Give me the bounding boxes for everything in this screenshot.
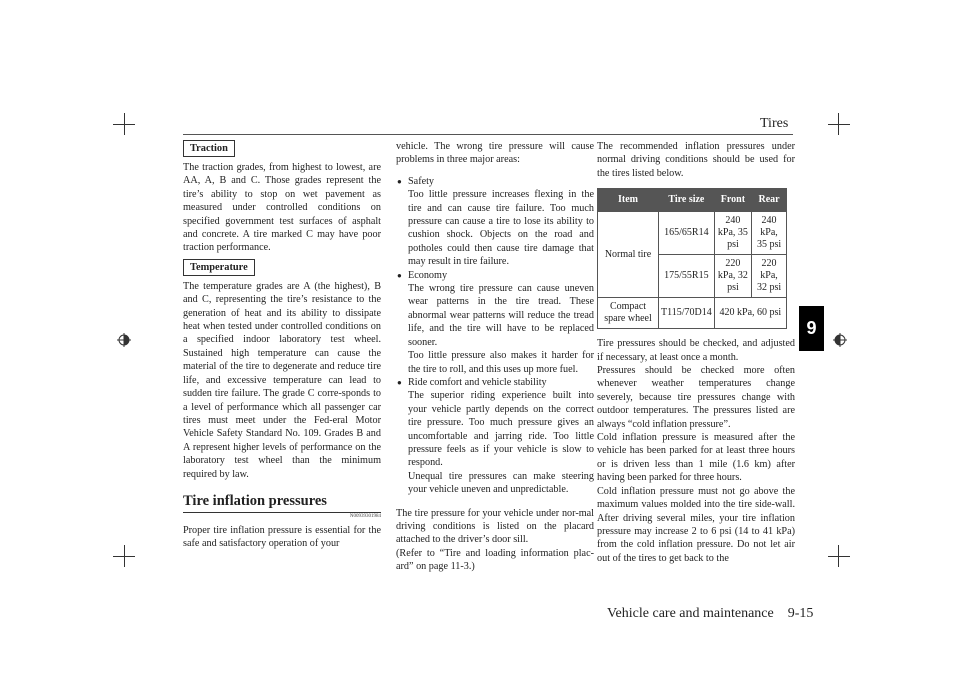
temperature-heading: Temperature: [183, 259, 255, 276]
table-header: Front: [714, 189, 751, 212]
table-row: [598, 212, 787, 255]
table-header: Rear: [752, 189, 787, 212]
table-cell: Compact spare wheel: [598, 298, 659, 329]
paragraph: Tire pressures should be checked, and adjusted if necessary, at least once a month.: [597, 338, 795, 363]
outro-text: The tire pressure for your vehicle under nor-mal driving conditions is listed on the placard attached to the driver’s door sill.: [396, 507, 594, 546]
traction-heading: Traction: [183, 140, 235, 157]
list-item: [396, 269, 594, 376]
table-cell: 220 kPa, 32 psi: [714, 255, 751, 298]
chapter-number: 9: [806, 318, 817, 338]
table-cell: 240 kPa, 35 psi: [752, 212, 787, 255]
list-item: [396, 175, 594, 269]
inflation-text: Proper tire inflation pressure is essential for the safe and satisfactory operation of your: [183, 524, 381, 550]
bullet-extra: Too little pressure also makes it harder for the tire to roll, and this uses up more fuel.: [408, 350, 594, 375]
temperature-text: The temperature grades are A (the highest), B and C, representing the tire’s resistance to the generation of heat and its ability to dissipate heat when tested under controlled conditions on a specified indoor laboratory test wheel. Sustained high temperature can cause the material of the tire to degenerate and reduce tire life, and excessive temperature can lead to sudden tire failure. The grade C corre-sponds to a level of performance which all passenger car tires must meet under the Fed-eral Motor Vehicle Safety Standard No. 109. Grades B and A represent higher levels of performance on the laboratory test wheel than the minimum required by law.: [183, 280, 381, 480]
section-code: N00939301984: [349, 513, 381, 519]
chapter-tab: [799, 306, 824, 351]
crop-mark: [113, 556, 135, 557]
bullet-title: ● Economy: [408, 269, 448, 281]
bullet-text: The wrong tire pressure can cause uneven wear patterns in the tire tread. These abnormal wear patterns will reduce the tread life, and the tire will have to be replaced sooner.: [408, 283, 594, 348]
registration-mark-icon: [833, 333, 847, 347]
crop-mark: [828, 124, 850, 125]
bullet-title: ● Ride comfort and vehicle stability: [408, 376, 547, 388]
paragraph: Pressures should be checked more often whenever weather temperatures change severely, because tire pressures change with outdoor temperatures. The pressures listed are always “cold inflation pressure”.: [597, 365, 795, 430]
table-cell: 165/65R14: [659, 212, 715, 255]
table-cell: 220 kPa, 32 psi: [752, 255, 787, 298]
table-header: Item: [598, 189, 659, 212]
paragraph: Cold inflation pressure must not go above the maximum values molded into the tire side-wall. After driving several miles, your tire inflation pressure may increase 2 to 6 psi (14 to 41 kPa) from the cold inflation pressure. Do not let air out of the tires to get back to the: [597, 485, 795, 564]
column-1: [183, 140, 381, 551]
bullet-text: The superior riding experience built into your vehicle partly depends on the correct tire pressure. Too much pressure gives an uncomfortable and jarring ride. Too little pressure feels as if your vehicle is slow to respond.: [408, 390, 594, 469]
intro-text: vehicle. The wrong tire pressure will cause problems in three major areas:: [396, 141, 594, 166]
table-cell: 240 kPa, 35 psi: [714, 212, 751, 255]
pressure-table: [597, 188, 787, 329]
intro-text: The recommended inflation pressures under normal driving conditions should be used for the tires listed below.: [597, 141, 795, 179]
table-cell: Normal tire: [598, 212, 659, 298]
table-row: [598, 298, 787, 329]
table-header-row: [598, 189, 787, 212]
table-header: Tire size: [659, 189, 715, 212]
table-cell: 420 kPa, 60 psi: [714, 298, 786, 329]
section-heading: Tire inflation pressures: [183, 492, 381, 513]
table-cell: 175/55R15: [659, 255, 715, 298]
crop-mark: [828, 556, 850, 557]
table-cell: T115/70D14: [659, 298, 715, 329]
traction-text: The traction grades, from highest to lowest, are AA, A, B and C. Those grades represent the tire’s ability to stop on wet pavement as measured under controlled conditions on specified government test surfaces of asphalt and concrete. A tire marked C may have poor traction performance.: [183, 162, 381, 254]
crop-mark: [113, 124, 135, 125]
bullet-text: Too little pressure increases flexing in the tire and can cause tire failure. Too much pressure can cause a tire to lose its ability to cushion shock. Objects on the road and potholes could then cause tire damage that may result in tire failure.: [408, 189, 594, 268]
registration-mark-icon: [117, 333, 131, 347]
column-2: [396, 140, 594, 574]
page-footer: Vehicle care and maintenance 9-15: [607, 606, 814, 621]
paragraph: Cold inflation pressure is measured after the vehicle has been parked for at least three hours or is driven less than 1 mile (1.6 km) after having been parked for three hours.: [597, 432, 795, 484]
bullet-title: ● Safety: [408, 175, 435, 187]
header-divider: [183, 134, 793, 135]
column-3: [597, 140, 795, 565]
list-item: [396, 376, 594, 497]
reference-text: (Refer to “Tire and loading information plac-ard” on page 11-3.): [396, 547, 594, 573]
page-title: Tires: [760, 116, 789, 131]
bullet-extra: Unequal tire pressures can make steering your vehicle uneven and unpredictable.: [408, 470, 594, 496]
